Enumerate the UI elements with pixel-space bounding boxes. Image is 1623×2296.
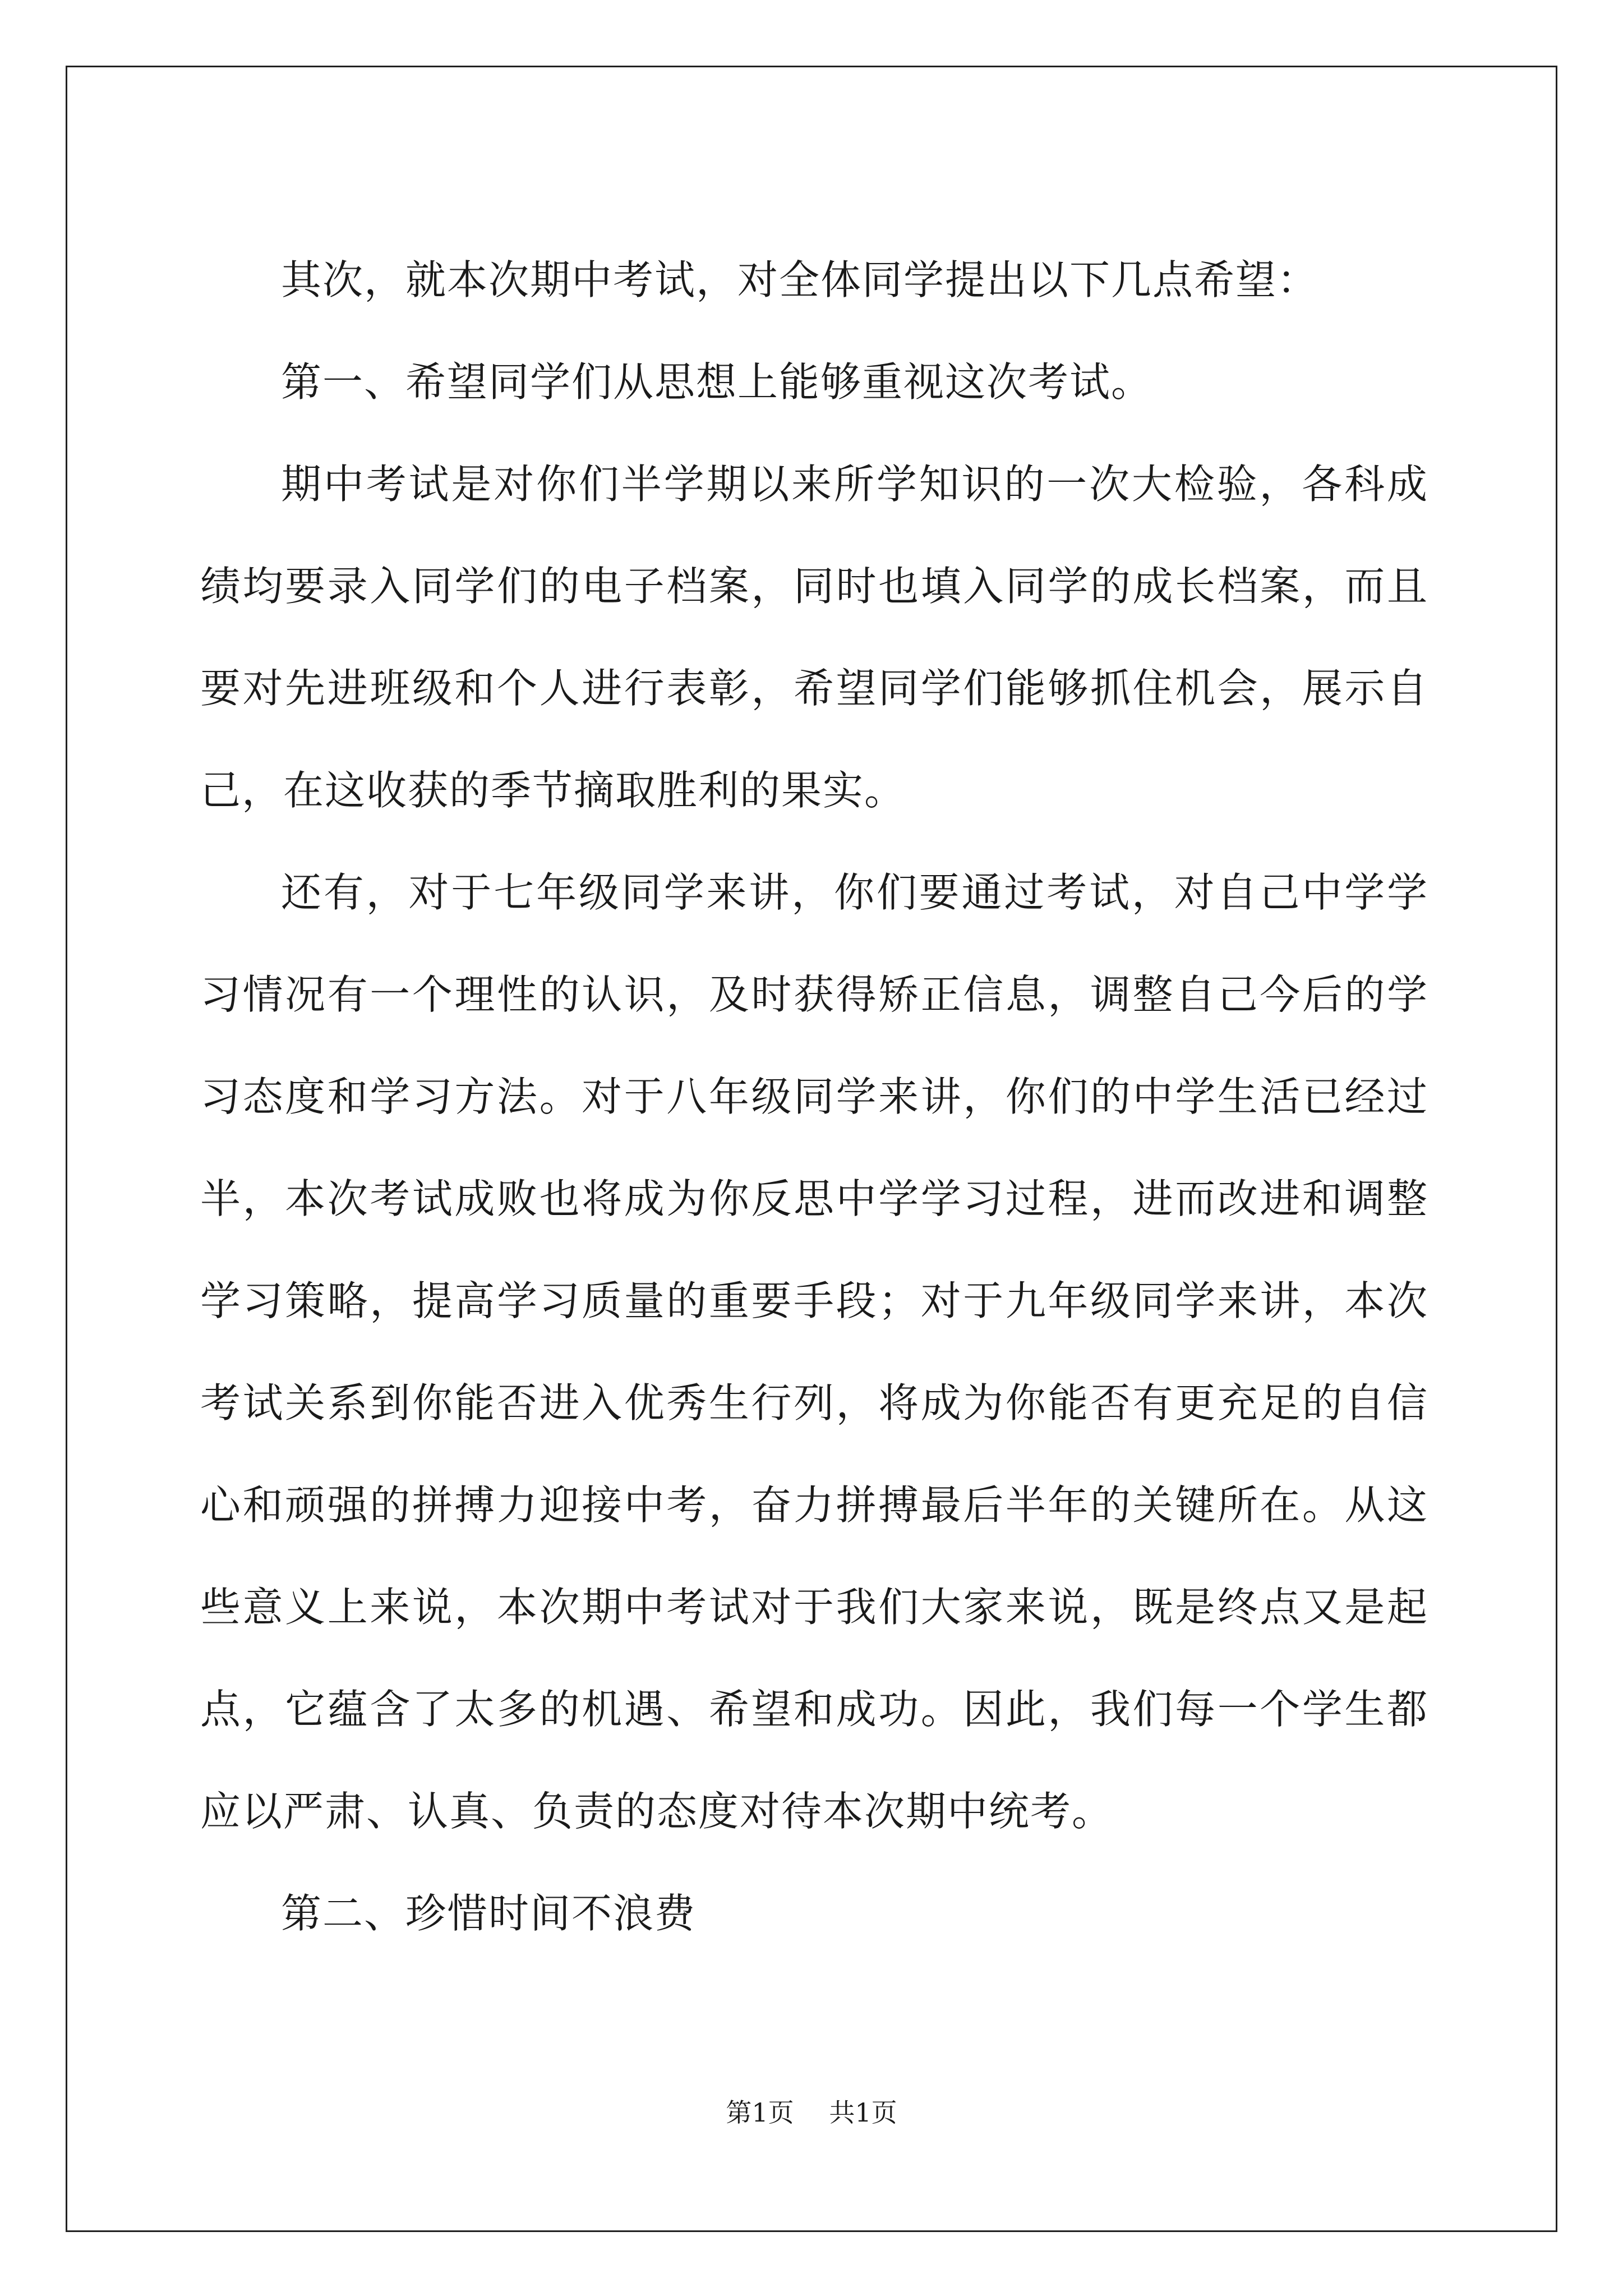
- paragraph-exam-significance: 期中考试是对你们半学期以来所学知识的一次大检验，各科成绩均要录入同学们的电子档案，同时也填入同学的成长档案，而且要对先进班级和个人进行表彰，希望同学们能够抓住机会，展示自己，在这收获的季节摘取胜利的果实。: [200, 461, 1428, 814]
- paragraph-point-one-heading: 第一、希望同学们从思想上能够重视这次考试。: [281, 358, 1153, 406]
- paragraph-grade-levels: 还有，对于七年级同学来讲，你们要通过考试，对自己中学学习情况有一个理性的认识，及时获得矫正信息，调整自己今后的学习态度和学习方法。对于八年级同学来讲，你们的中学生活已经过半，本次考试成败也将成为你反思中学学习过程，进而改进和调整学习策略，提高学习质量的重要手段；对于九年级同学来讲，本次考试关系到你能否进入优秀生行列，将成为你能否有更充足的自信心和顽强的拼搏力迎接中考，奋力拼搏最后半年的关键所在。从这些意义上来说，本次期中考试对于我们大家来说，既是终点又是起点，它蕴含了太多的机遇、希望和成功。因此，我们每一个学生都应以严肃、认真、负责的态度对待本次期中统考。: [200, 869, 1428, 1835]
- page-number-total: 共1页: [829, 2097, 897, 2128]
- paragraph-point-two-heading: 第二、珍惜时间不浪费: [281, 1890, 697, 1937]
- page-footer: [0, 2092, 1623, 2129]
- page-number-current: 第1页: [726, 2097, 794, 2128]
- paragraph-intro: 其次，就本次期中考试，对全体同学提出以下几点希望：: [281, 256, 1319, 303]
- document-body: [200, 229, 1428, 1964]
